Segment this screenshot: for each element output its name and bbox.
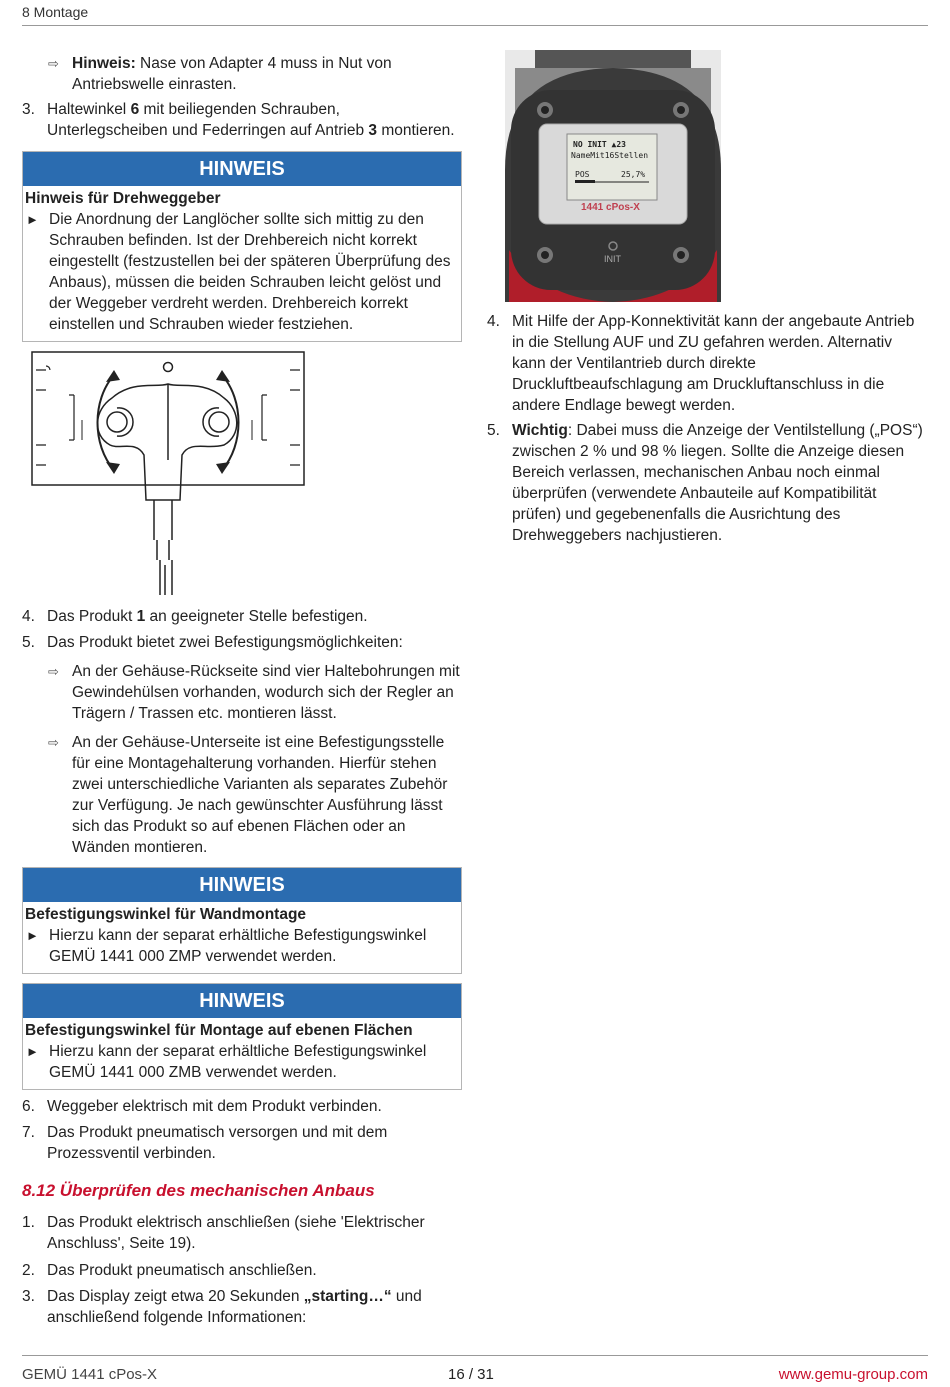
triangle-bullet-icon: ► [26, 1044, 39, 1059]
step-text: Das Produkt pneumatisch versorgen und mit dem Prozessventil verbinden. [47, 1124, 388, 1162]
notice-box-wandmontage [22, 867, 462, 974]
step-text: Das Produkt elektrisch anschließen (siehe 'Elektrischer Anschluss', Seite 19). [47, 1214, 425, 1252]
notice-text: Hierzu kann der separat erhältliche Befestigungswinkel GEMÜ 1441 000 ZMB verwendet werden. [49, 1043, 427, 1081]
footer-website-link[interactable]: www.gemu-group.com [778, 1366, 928, 1383]
sub-item-text: An der Gehäuse-Unterseite ist eine Befestigungsstelle für eine Montagehalterung vorhanden. Hierfür stehen zwei unterschiedliche Varianten als separates Zubehör zur Verfügung. Je nach gewünschter Ausführung lässt sich das Produkt so auf ebenen Flächen oder an Wänden montieren. [72, 734, 448, 856]
section-heading: 8.12 Überprüfen des mechanischen Anbaus [22, 1181, 375, 1200]
notice-line [23, 1041, 461, 1085]
hollow-arrow-icon: ⇨ [48, 735, 59, 750]
list-item-step-4 [22, 606, 462, 627]
step-text: und anschließend folgende Informationen: [47, 1288, 422, 1326]
list-item-step-7 [22, 1122, 462, 1164]
footer-product: GEMÜ 1441 cPos-X [22, 1366, 158, 1383]
triangle-bullet-icon: ► [26, 928, 39, 943]
display-pos-value: 25,7% [621, 170, 646, 179]
step-number: 3. [22, 1288, 35, 1305]
footer-page-number: 16 / 31 [448, 1366, 494, 1383]
top-note-text: Nase von Adapter 4 muss in Nut von Antriebswelle einrasten. [72, 55, 392, 93]
sub-item-unterseite [48, 732, 462, 858]
step-number: 3. [22, 101, 35, 118]
step-text: mit beiliegenden Schrauben, Unterlegscheiben und Federringen auf Antrieb [47, 101, 369, 139]
step-text: montieren. [377, 122, 455, 139]
notice-title: Befestigungswinkel für Wandmontage [25, 906, 307, 923]
notice-header: HINWEIS [23, 152, 461, 186]
step-number: 4. [22, 608, 35, 625]
step-text: Das Produkt pneumatisch anschließen. [47, 1262, 317, 1279]
right-list-item-4 [487, 311, 927, 416]
device-brand-label: 1441 cPos-X [581, 202, 640, 213]
list-item-check-2 [22, 1260, 462, 1281]
step-number: 6. [22, 1098, 35, 1115]
notice-header: HINWEIS [23, 984, 461, 1018]
step-text: Mit Hilfe der App-Konnektivität kann der angebaute Antrieb in die Stellung AUF und ZU gefahren werden. Alternativ kann der Ventilantrieb durch direkte Druckluftbeaufschlagung am Druckluftanschluss in die andere Endlage bewegt werden. [512, 313, 915, 414]
top-note-label: Hinweis: [72, 55, 136, 72]
step-number: 1. [22, 1214, 35, 1231]
top-note [48, 53, 462, 95]
sub-item-text: An der Gehäuse-Rückseite sind vier Haltebohrungen mit Gewindehülsen vorhanden, wodurch sich der Regler an Trägern / Trassen etc. montieren lässt. [72, 663, 460, 722]
mounting-bracket-drawing [22, 350, 312, 600]
step-number: 5. [487, 422, 500, 439]
notice-text: Hierzu kann der separat erhältliche Befestigungswinkel GEMÜ 1441 000 ZMP verwendet werden. [49, 927, 427, 965]
step-number: 7. [22, 1124, 35, 1141]
list-item-check-1 [22, 1212, 462, 1254]
notice-line [23, 925, 461, 969]
step-text: : Dabei muss die Anzeige der Ventilstellung („POS“) zwischen 2 % und 98 % liegen. Sollte die Anzeige diesen Bereich verlassen, mechanischen Anbau noch einmal überprüfen (verwendete Anbauteile auf Kompatibilität prüfen) und gegebenenfalls die Ausrichtung des Drehweggebers nachjustieren. [512, 422, 923, 544]
step-number: 2. [22, 1262, 35, 1279]
step-number: 5. [22, 634, 35, 651]
display-number: 23 [616, 140, 626, 149]
list-item-step-5 [22, 632, 462, 653]
triangle-bullet-icon: ► [26, 212, 39, 227]
display-name: NameMit16Stellen [571, 151, 649, 160]
display-pos-label: POS [575, 170, 590, 179]
step-number: 4. [487, 313, 500, 330]
step-bold: 3 [368, 122, 378, 139]
init-button-label: INIT [604, 254, 621, 264]
sub-item-rueckseite [48, 661, 462, 724]
notice-header: HINWEIS [23, 868, 461, 902]
step-text: Haltewinkel [47, 101, 131, 118]
hollow-arrow-icon: ⇨ [48, 664, 59, 679]
hollow-arrow-icon: ⇨ [48, 56, 59, 71]
list-item-step-3 [22, 99, 462, 141]
step-text: Das Produkt [47, 608, 137, 625]
notice-text: Die Anordnung der Langlöcher sollte sich mittig zu den Schrauben befinden. Ist der Drehbereich nicht korrekt eingestellt (festzustellen bei der späteren Überprüfung des Anbaus), müssen die beiden Schrauben leicht gelöst und der Weggeber verdreht werden. Drehbereich korrekt einstellen und Schrauben wieder festziehen. [49, 211, 451, 333]
notice-box-drehweggeber [22, 151, 462, 342]
notice-title: Hinweis für Drehweggeber [25, 190, 221, 207]
list-item-check-3 [22, 1286, 462, 1328]
notice-title: Befestigungswinkel für Montage auf ebenen Flächen [25, 1022, 413, 1039]
step-text: Das Display zeigt etwa 20 Sekunden [47, 1288, 304, 1305]
notice-line [23, 209, 461, 337]
footer-divider [22, 1355, 928, 1356]
header-divider [22, 25, 928, 26]
device-photo: NO INIT ▲23 NameMit16Stellen POS 25,7% 1441 cPos-X INIT [505, 50, 721, 302]
right-list-item-5 [487, 420, 927, 546]
step-bold: 6 [130, 101, 140, 118]
step-text: Das Produkt bietet zwei Befestigungsmöglichkeiten: [47, 634, 403, 651]
step-bold: 1 [136, 608, 146, 625]
notice-box-ebene-flaechen [22, 983, 462, 1090]
step-text: an geeigneter Stelle befestigen. [145, 608, 368, 625]
display-status: NO INIT [573, 140, 607, 149]
step-bold: „starting…“ [303, 1288, 392, 1305]
list-item-step-6 [22, 1096, 462, 1117]
step-text: Weggeber elektrisch mit dem Produkt verbinden. [47, 1098, 382, 1115]
step-bold: Wichtig [512, 422, 568, 439]
header-section-title: 8 Montage [22, 4, 89, 20]
